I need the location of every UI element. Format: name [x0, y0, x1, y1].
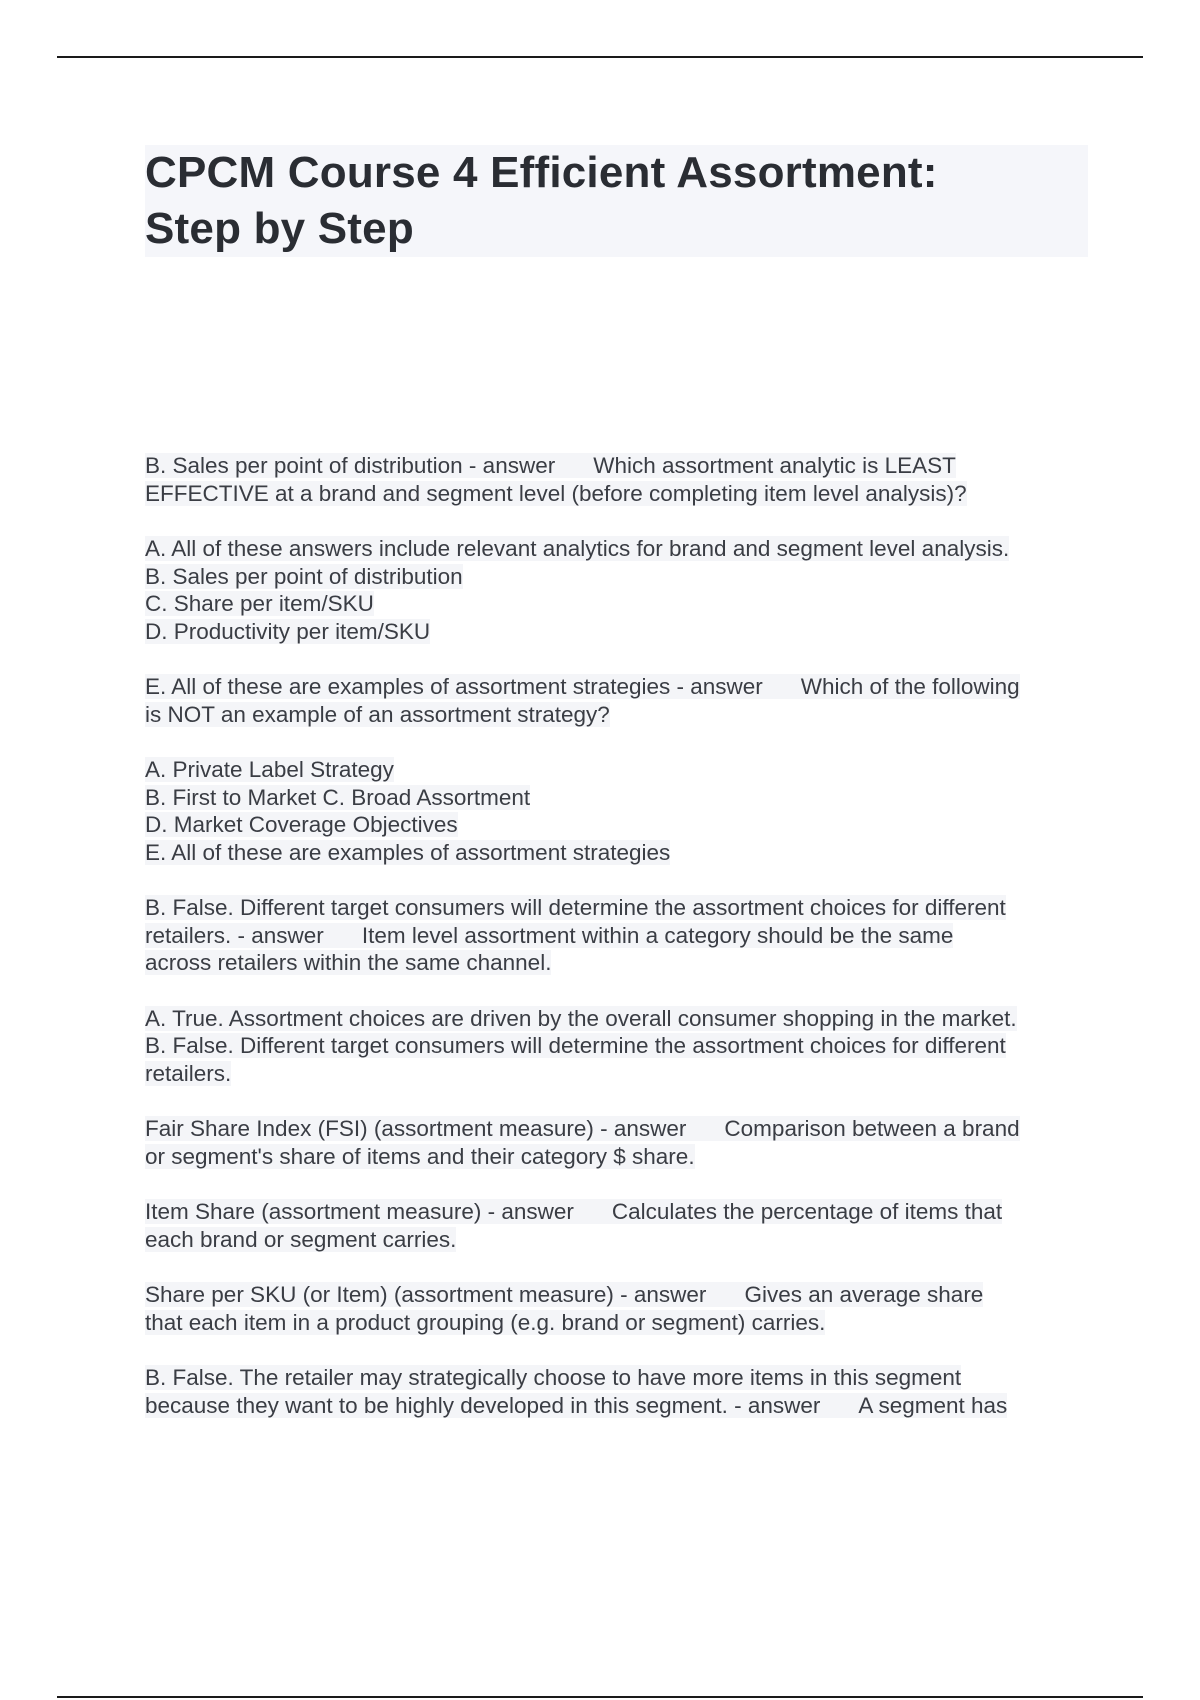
text-segment: B. Sales per point of distribution: [145, 563, 463, 589]
bottom-rule: [57, 1696, 1143, 1698]
text-line-content: [145, 481, 967, 506]
text-segment: B. False. The retailer may strategically choose to have more items in this segment: [145, 1365, 962, 1390]
text-line-content: [145, 1199, 1002, 1224]
question-segment: Which of the following: [800, 674, 1020, 699]
text-line: [145, 1032, 1105, 1060]
title-line: Step by Step: [145, 204, 414, 253]
text-line: [145, 1281, 1105, 1309]
text-segment: A. All of these answers include relevant analytics for brand and segment level analysis.: [145, 536, 1010, 561]
qa-paragraph: [145, 535, 1105, 645]
text-line-content: [145, 702, 610, 727]
text-line: [145, 1198, 1105, 1226]
text-line: [145, 1309, 1105, 1337]
qa-paragraph: [145, 1364, 1105, 1419]
text-line-content: [145, 923, 953, 948]
text-segment: B. Sales per point of distribution - answer: [145, 453, 556, 478]
text-segment: C. Share per item/SKU: [145, 591, 374, 616]
text-line: [145, 922, 1105, 950]
text-line-content: [145, 812, 458, 837]
top-rule: [57, 56, 1143, 58]
text-line: [145, 590, 1105, 618]
text-segment: B. False. Different target consumers will determine the assortment choices for different: [145, 895, 1006, 920]
text-line: [145, 563, 1105, 591]
title-block: [145, 145, 1088, 257]
text-line-content: [145, 1282, 983, 1307]
text-line: [145, 618, 1105, 646]
text-line-content: [145, 591, 374, 616]
text-segment: is NOT an example of an assortment strategy?: [145, 701, 610, 727]
text-segment: E. All of these are examples of assortment strategies - answer: [145, 674, 763, 699]
text-segment: Item Share (assortment measure) - answer: [145, 1199, 574, 1224]
question-segment: Gives an average share: [744, 1282, 984, 1307]
text-segment: E. All of these are examples of assortment strategies: [145, 839, 671, 865]
text-line-content: [145, 950, 551, 975]
text-segment: retailers. - answer: [145, 922, 324, 948]
text-segment: B. False. Different target consumers will determine the assortment choices for different: [145, 1033, 1006, 1058]
text-segment: across retailers within the same channel.: [145, 950, 552, 975]
qa-paragraph: [145, 1281, 1105, 1336]
text-line: [145, 1005, 1105, 1033]
qa-paragraph: [145, 673, 1105, 728]
text-segment: each brand or segment carries.: [145, 1226, 457, 1252]
text-line: [145, 1143, 1105, 1171]
text-line-content: [145, 674, 1020, 699]
qa-paragraph: [145, 1005, 1105, 1088]
text-line-content: [145, 1033, 1006, 1058]
text-line-content: [145, 564, 463, 589]
text-segment: D. Market Coverage Objectives: [145, 812, 458, 837]
text-segment: EFFECTIVE at a brand and segment level (before completing item level analysis)?: [145, 480, 967, 506]
text-line-content: [145, 1365, 961, 1390]
text-line: [145, 949, 1105, 977]
text-segment: Fair Share Index (FSI) (assortment measure) - answer: [145, 1116, 687, 1141]
qa-paragraph: [145, 894, 1105, 977]
text-line: [145, 1364, 1105, 1392]
text-line-content: [145, 757, 394, 782]
question-segment: Comparison between a brand: [724, 1116, 1020, 1141]
text-line: [145, 452, 1105, 480]
text-segment: A. True. Assortment choices are driven by the overall consumer shopping in the market.: [145, 1005, 1017, 1031]
text-line: [145, 894, 1105, 922]
text-line-content: [145, 1144, 695, 1169]
text-segment: B. First to Market C. Broad Assortment: [145, 784, 531, 810]
text-line: [145, 1115, 1105, 1143]
text-line-content: [145, 536, 1009, 561]
text-line: [145, 1060, 1105, 1088]
document-body: [145, 452, 1105, 1447]
text-line-content: [145, 619, 430, 644]
text-line: [145, 811, 1105, 839]
qa-paragraph: [145, 1198, 1105, 1253]
text-segment: D. Productivity per item/SKU: [145, 618, 431, 644]
text-segment: Share per SKU (or Item) (assortment measure) - answer: [145, 1282, 707, 1307]
text-segment: that each item in a product grouping (e.g. brand or segment) carries.: [145, 1309, 826, 1335]
text-line-content: [145, 895, 1006, 920]
text-line-content: [145, 840, 670, 865]
text-line-content: [145, 1116, 1020, 1141]
text-line-content: [145, 1061, 231, 1086]
question-segment: A segment has: [858, 1392, 1008, 1418]
text-line-content: [145, 453, 956, 478]
text-line: [145, 1392, 1105, 1420]
text-line-content: [145, 1393, 1007, 1418]
qa-paragraph: [145, 1115, 1105, 1170]
text-line: [145, 480, 1105, 508]
text-line-content: [145, 1006, 1017, 1031]
question-segment: Calculates the percentage of items that: [611, 1199, 1003, 1224]
title-line: CPCM Course 4 Efficient Assortment:: [145, 148, 938, 197]
text-segment: or segment's share of items and their category $ share.: [145, 1143, 695, 1169]
text-line: [145, 673, 1105, 701]
text-line-content: [145, 785, 530, 810]
page-title: [145, 145, 1088, 257]
text-line: [145, 839, 1105, 867]
text-line: [145, 784, 1105, 812]
text-line: [145, 756, 1105, 784]
text-line-content: [145, 1227, 456, 1252]
question-segment: Which assortment analytic is LEAST: [593, 453, 956, 478]
text-line: [145, 701, 1105, 729]
qa-paragraph: [145, 452, 1105, 507]
text-segment: A. Private Label Strategy: [145, 757, 394, 782]
qa-paragraph: [145, 756, 1105, 866]
text-line: [145, 1226, 1105, 1254]
text-segment: retailers.: [145, 1060, 232, 1086]
question-segment: Item level assortment within a category should be the same: [361, 922, 954, 948]
text-segment: because they want to be highly developed in this segment. - answer: [145, 1392, 821, 1418]
text-line-content: [145, 1310, 825, 1335]
text-line: [145, 535, 1105, 563]
